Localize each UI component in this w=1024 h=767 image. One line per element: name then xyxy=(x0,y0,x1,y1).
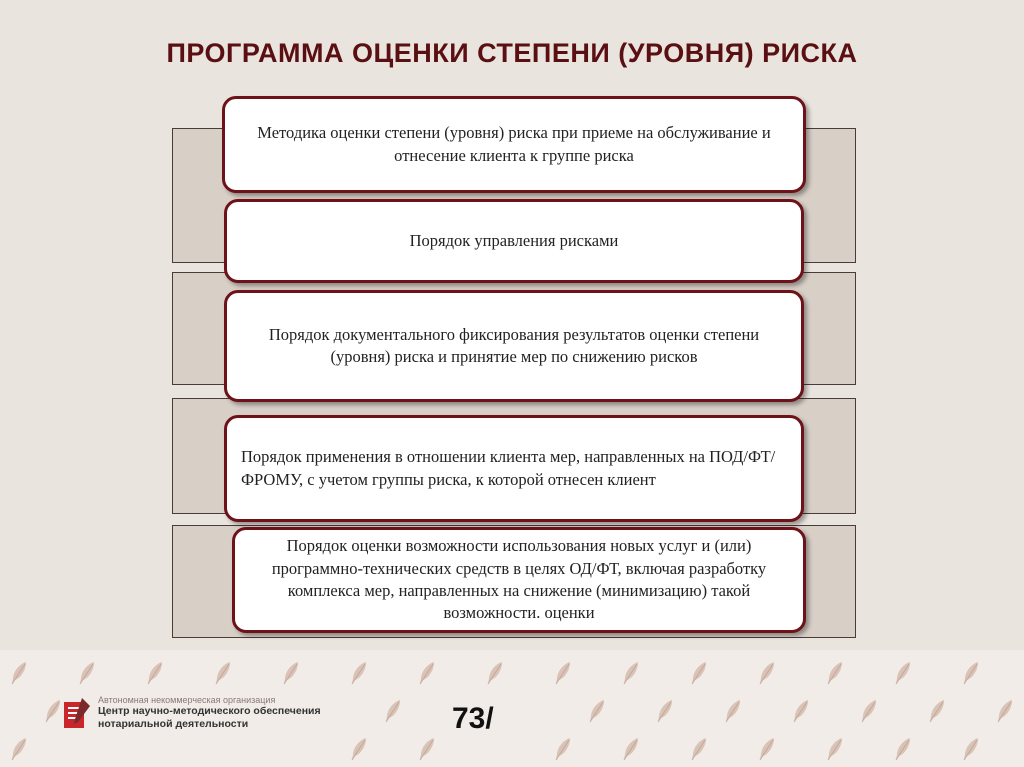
page-number: 73/ xyxy=(452,702,494,735)
feather-icon xyxy=(790,698,812,724)
org-name-line1: Центр научно-методического обеспечения xyxy=(98,705,321,717)
feather-icon xyxy=(552,736,574,762)
item-box-4 xyxy=(224,415,804,522)
item-text-4: Порядок применения в отношении клиента мер, направленных на ПОД/ФТ/ФРОМУ, с учетом группы риска, к которой отнесен клиент xyxy=(241,447,776,489)
feather-icon xyxy=(756,660,778,686)
feather-icon xyxy=(212,660,234,686)
feather-icon xyxy=(960,660,982,686)
feather-icon xyxy=(892,660,914,686)
feather-icon xyxy=(8,736,30,762)
feather-icon xyxy=(756,736,778,762)
item-text-5: Порядок оценки возможности использования новых услуг и (или) программно-технических средств в целях ОД/ФТ, включая разработку комплекса мер, направленных на снижение (минимизацию) такой возможности. оценки xyxy=(271,536,767,623)
feather-icon xyxy=(76,660,98,686)
feather-icon xyxy=(348,660,370,686)
item-box-5 xyxy=(232,527,806,633)
feather-icon xyxy=(654,698,676,724)
feather-icon xyxy=(688,660,710,686)
slide-title: ПРОГРАММА ОЦЕНКИ СТЕПЕНИ (УРОВНЯ) РИСКА xyxy=(166,38,858,68)
feather-icon xyxy=(144,660,166,686)
feather-icon xyxy=(348,736,370,762)
feather-icon xyxy=(8,660,30,686)
feather-icon xyxy=(858,698,880,724)
item-text-3: Порядок документального фиксирования результатов оценки степени (уровня) риска и принятие мер по снижению рисков xyxy=(268,324,760,366)
feather-icon xyxy=(960,736,982,762)
org-text-block xyxy=(98,695,321,730)
feather-icon xyxy=(824,736,846,762)
feather-icon xyxy=(416,660,438,686)
feather-icon xyxy=(280,660,302,686)
org-name-line2: нотариальной деятельности xyxy=(98,717,249,730)
item-box-3 xyxy=(224,290,804,402)
feather-icon xyxy=(552,660,574,686)
notary-logo-icon xyxy=(62,696,92,730)
feather-icon xyxy=(416,736,438,762)
feather-icon xyxy=(926,698,948,724)
feather-icon xyxy=(382,698,404,724)
feather-icon xyxy=(688,736,710,762)
feather-icon xyxy=(722,698,744,724)
feather-icon xyxy=(824,660,846,686)
item-text-2: Порядок управления рисками xyxy=(409,230,619,250)
feather-icon xyxy=(586,698,608,724)
feather-icon xyxy=(892,736,914,762)
feather-icon xyxy=(484,660,506,686)
item-text-1: Методика оценки степени (уровня) риска при приеме на обслуживание и отнесение клиента к группе риска xyxy=(257,123,771,165)
feather-icon xyxy=(994,698,1016,724)
org-logo xyxy=(62,695,321,730)
feather-icon xyxy=(42,698,64,724)
item-box-1 xyxy=(222,96,806,193)
org-type: Автономная некоммерческая организация xyxy=(98,695,276,705)
item-box-2 xyxy=(224,199,804,283)
feather-icon xyxy=(620,660,642,686)
feather-icon xyxy=(620,736,642,762)
